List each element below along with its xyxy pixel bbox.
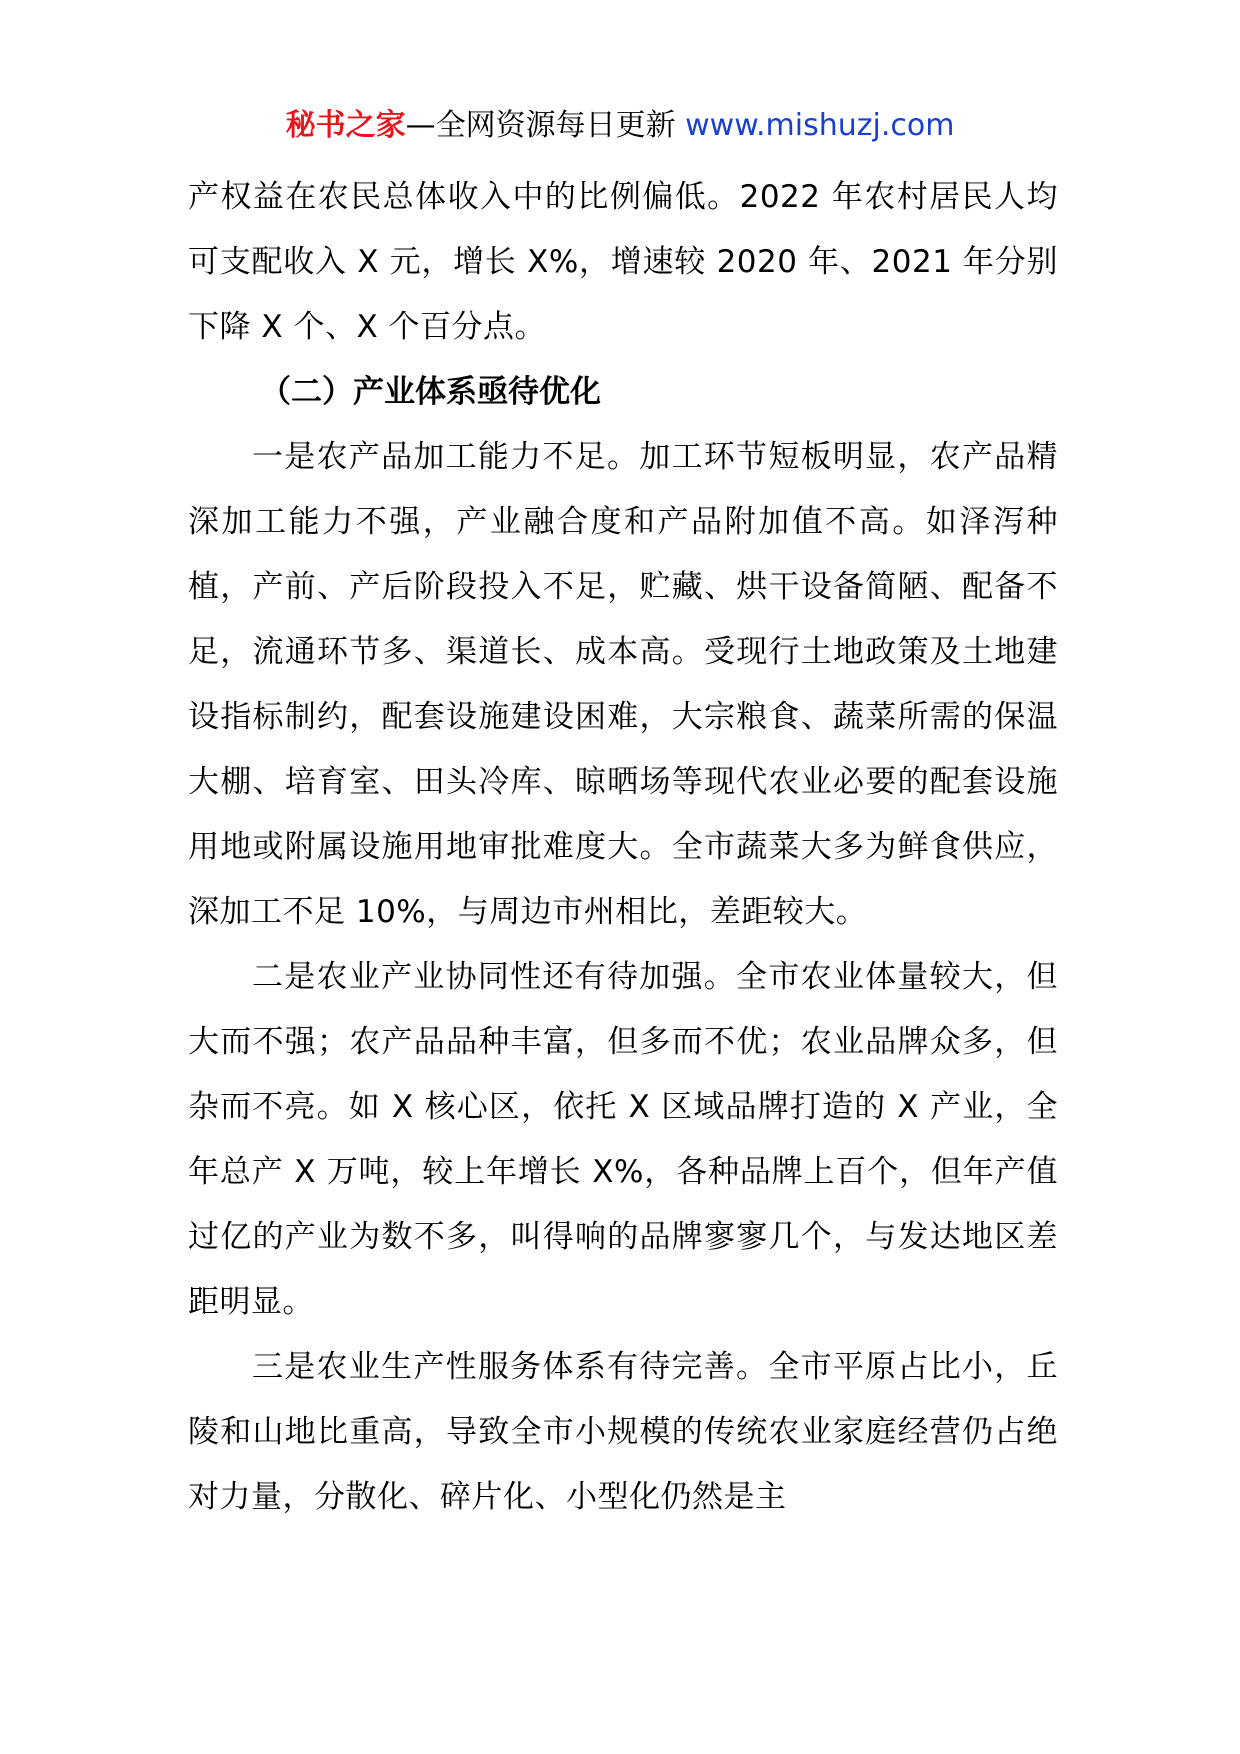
document-body [188, 165, 1058, 1530]
paragraph-services: 三是农业生产性服务体系有待完善。全市平原占比小，丘陵和山地比重高，导致全市小规模的传统农业家庭经营仍占绝对力量，分散化、碎片化、小型化仍然是主 [188, 1349, 1058, 1515]
paragraph-income: 产权益在农民总体收入中的比例偏低。2022 年农村居民人均可支配收入 X 元，增长 X%，增速较 2020 年、2021 年分别下降 X 个、X 个百分点。 [188, 179, 1058, 345]
paragraph-processing: 一是农产品加工能力不足。加工环节短板明显，农产品精深加工能力不强，产业融合度和产品附加值不高。如泽泻种植，产前、产后阶段投入不足，贮藏、烘干设备简陋、配备不足，流通环节多、渠道长、成本高。受现行土地政策及土地建设指标制约，配套设施建设困难，大宗粮食、蔬菜所需的保温大棚、培育室、田头冷库、晾晒场等现代农业必要的配套设施用地或附属设施用地审批难度大。全市蔬菜大多为鲜食供应，深加工不足 10%，与周边市州相比，差距较大。 [188, 439, 1058, 930]
header-slogan: —全网资源每日更新 [405, 108, 686, 143]
website-link[interactable]: www.mishuzj.com [685, 108, 955, 143]
paragraph-coordination: 二是农业产业协同性还有待加强。全市农业体量较大，但大而不强；农产品品种丰富，但多而不优；农业品牌众多，但杂而不亮。如 X 核心区，依托 X 区域品牌打造的 X 产业，全年总产 X 万吨，较上年增长 X%，各种品牌上百个，但年产值过亿的产业为数不多，叫得响的品牌寥寥几个，与发达地区差距明显。 [188, 959, 1058, 1320]
page-header [0, 104, 1240, 148]
brand-name: 秘书之家 [285, 108, 406, 143]
section-heading: （二）产业体系亟待优化 [260, 374, 601, 410]
